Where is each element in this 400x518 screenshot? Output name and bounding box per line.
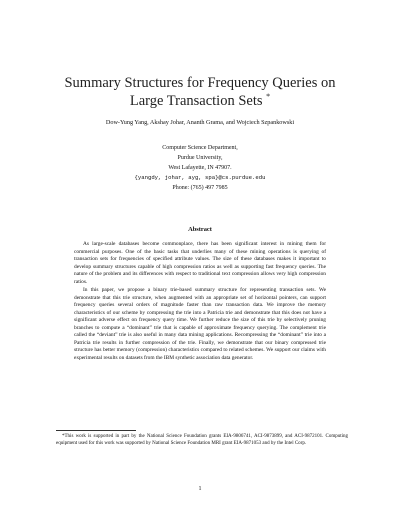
abstract-paragraph: In this paper, we propose a binary trie-based summary structure for representing transaction sets. We demonstrate that this trie structure, when augmented with an appropriate set of horizontal pointers, can support frequency queries several orders of magnitude faster than raw transaction data. We improve the memory characteristics of our scheme by compressing the trie into a Patricia trie and demonstrate that this does not have a significant adverse effect on frequency query time. We further reduce the size of this trie by selectively pruning branches to compute a “dominant” trie that is capable of approximate frequency querying. The complement trie called the “deviant” trie is also useful in many data mining applications. Recompressing the “dominant” trie into a Patricia trie results in further compression of the trie. Finally, we demonstrate that our binary compressed trie structure has better memory (compression) characteristics compared to related schemes. We support our claims with experimental results on datasets from the IBM synthetic association data generator. xyxy=(74,287,326,361)
author-list: Dow-Yung Yang, Akshay Johar, Ananth Grama, and Wojciech Szpankowski xyxy=(105,119,295,126)
footnote-rule xyxy=(56,430,136,431)
footnote xyxy=(56,434,348,447)
abstract-paragraph: As large-scale databases become commonplace, there has been significant interest in mining them for commercial purposes. One of the basic tasks that underlies many of these mining operations is querying of transaction sets for frequencies of specified attribute values. The size of these databases makes it important to develop summary structures capable of high compression ratios as well as supporting fast frequency queries. The nature of the problem and its differences with respect to traditional text compression allows very high compression ratios. xyxy=(74,241,326,285)
page-number: 1 xyxy=(198,486,202,492)
affiliation-phone: Phone: (765) 497 7985 xyxy=(172,185,228,191)
affiliation-block xyxy=(60,143,340,193)
abstract-heading: Abstract xyxy=(188,226,212,233)
paper-title xyxy=(40,74,360,110)
affiliation-department: Computer Science Department, xyxy=(162,145,238,151)
paper-title-line2 xyxy=(40,92,360,110)
affiliation-university: Purdue University, xyxy=(177,155,223,161)
abstract-body xyxy=(74,241,326,362)
paper-title-line1: Summary Structures for Frequency Queries on xyxy=(64,75,336,91)
title-footnote-mark: * xyxy=(266,92,271,102)
affiliation-emails: {yangdy, johar, ayg, spa}@cs.purdue.edu xyxy=(134,174,266,181)
footnote-paragraph: *This work is supported in part by the National Science Foundation grants EIA-9806741, ACI-9873899, and ACI-9872101. Computing equipment used for this work was supported by National Science Foundation MRI grant EIA-9871053 and by the Intel Corp. xyxy=(56,434,348,446)
affiliation-city: West Lafayette, IN 47907. xyxy=(168,165,232,171)
paper-title-line2-text: Large Transaction Sets xyxy=(129,93,263,109)
